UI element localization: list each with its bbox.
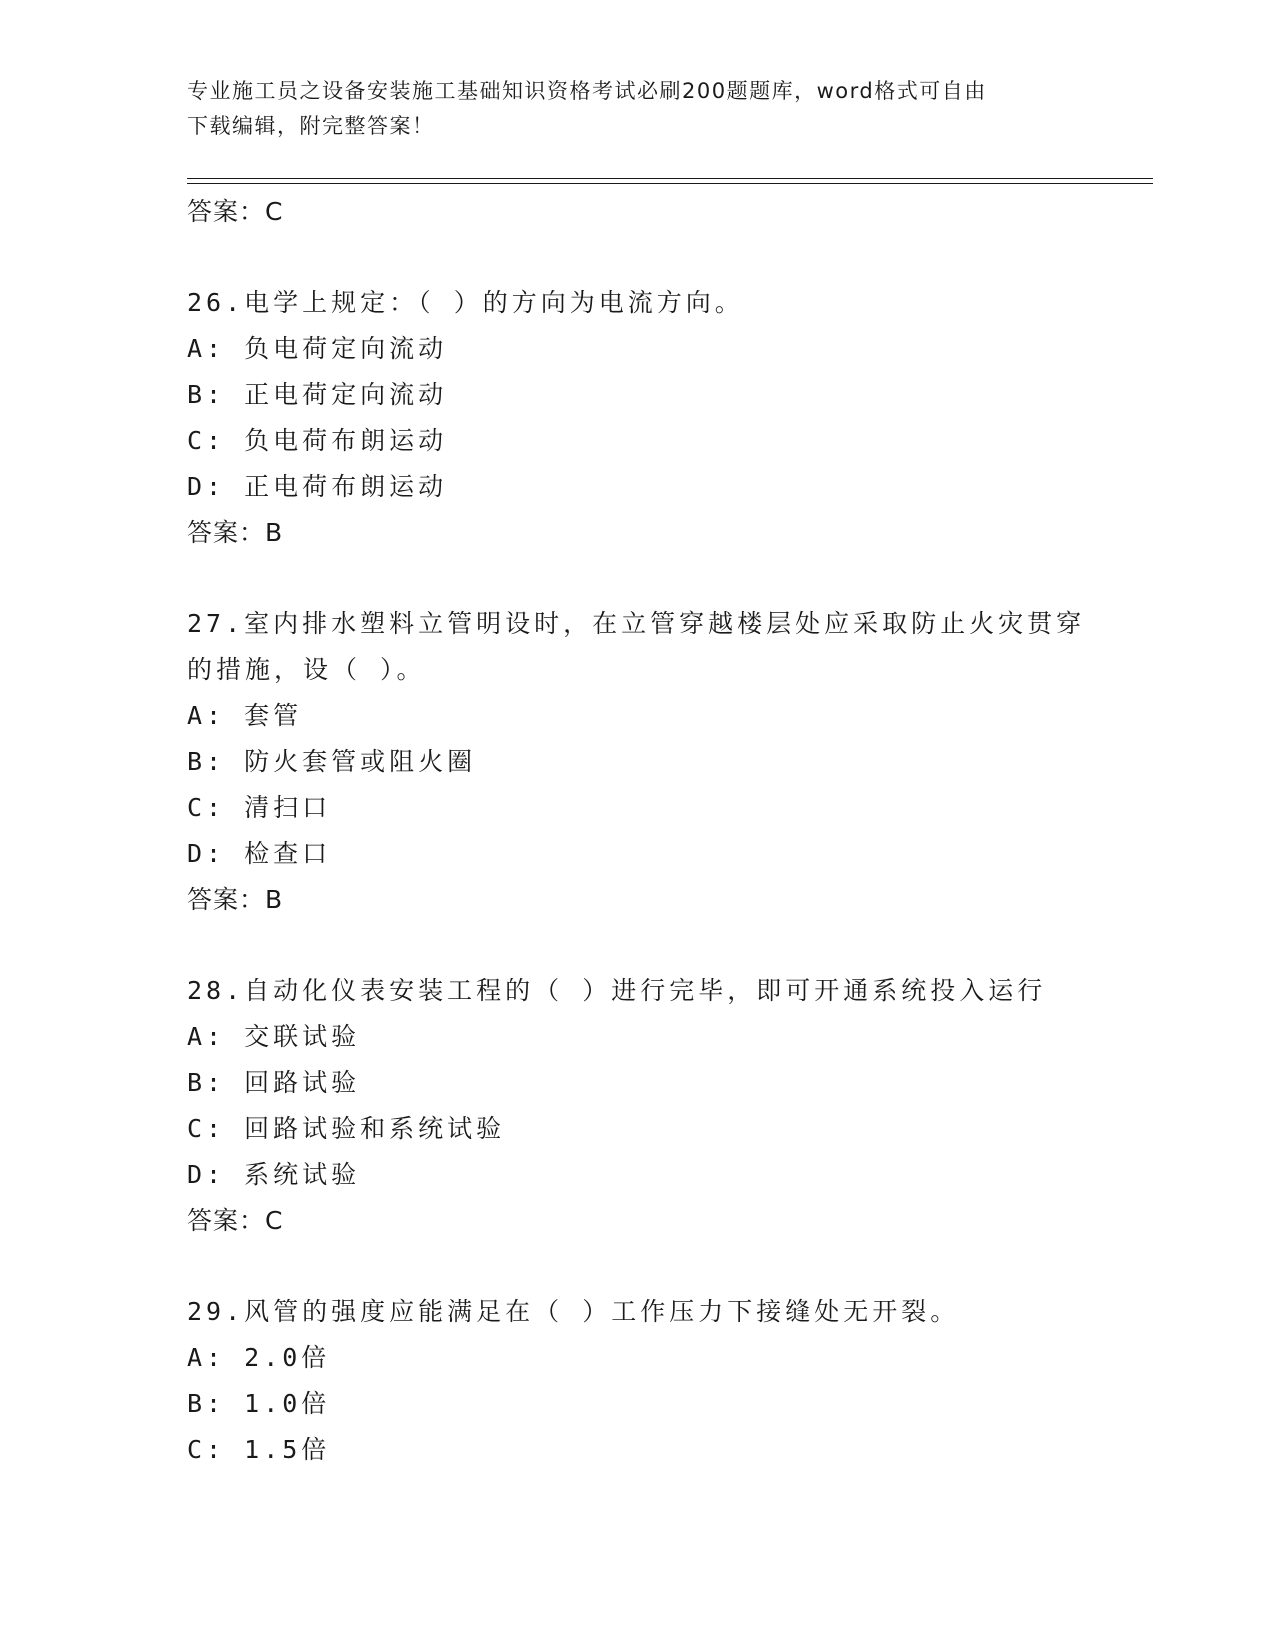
option-a: A: 交联试验 xyxy=(187,1022,361,1051)
question-stem: 27.室内排水塑料立管明设时，在立管穿越楼层处应采取防止火灾贯穿 xyxy=(187,609,1086,638)
option-d: D: 系统试验 xyxy=(187,1160,361,1189)
question-stem: 26.电学上规定：（ ）的方向为电流方向。 xyxy=(187,288,744,317)
previous-answer: 答案：C xyxy=(187,197,284,226)
option-c: C: 负电荷布朗运动 xyxy=(187,426,448,455)
question-list xyxy=(187,189,1087,1473)
question-stem: 29.风管的强度应能满足在（ ）工作压力下接缝处无开裂。 xyxy=(187,1297,960,1326)
option-b: B: 回路试验 xyxy=(187,1068,361,1097)
spacer xyxy=(187,235,1087,280)
header-line-2: 下载编辑，附完整答案！ xyxy=(187,114,435,138)
question-stem-continued: 的措施，设（ ）。 xyxy=(187,655,426,684)
option-a: A: 负电荷定向流动 xyxy=(187,334,448,363)
header-divider-top xyxy=(187,178,1153,179)
option-c: C: 回路试验和系统试验 xyxy=(187,1114,506,1143)
question-28 xyxy=(187,968,1087,1244)
option-b: B: 正电荷定向流动 xyxy=(187,380,448,409)
option-b: B: 1.0倍 xyxy=(187,1389,331,1418)
option-c: C: 清扫口 xyxy=(187,793,332,822)
header-line-1: 专业施工员之设备安装施工基础知识资格考试必刷200题题库，word格式可自由 xyxy=(187,79,987,103)
option-d: D: 检查口 xyxy=(187,839,332,868)
spacer xyxy=(187,1244,1087,1289)
option-b: B: 防火套管或阻火圈 xyxy=(187,747,477,776)
question-stem: 28.自动化仪表安装工程的（ ）进行完毕，即可开通系统投入运行 xyxy=(187,976,1047,1005)
question-27 xyxy=(187,601,1087,923)
spacer xyxy=(187,923,1087,968)
spacer xyxy=(187,556,1087,601)
document-header xyxy=(187,74,1067,144)
option-a: A: 2.0倍 xyxy=(187,1343,331,1372)
answer: 答案：B xyxy=(187,885,284,914)
answer: 答案：C xyxy=(187,1206,284,1235)
option-c: C: 1.5倍 xyxy=(187,1435,331,1464)
question-29 xyxy=(187,1289,1087,1473)
answer: 答案：B xyxy=(187,518,284,547)
question-26 xyxy=(187,280,1087,556)
header-divider-bottom xyxy=(187,183,1153,184)
option-a: A: 套管 xyxy=(187,701,303,730)
option-d: D: 正电荷布朗运动 xyxy=(187,472,448,501)
